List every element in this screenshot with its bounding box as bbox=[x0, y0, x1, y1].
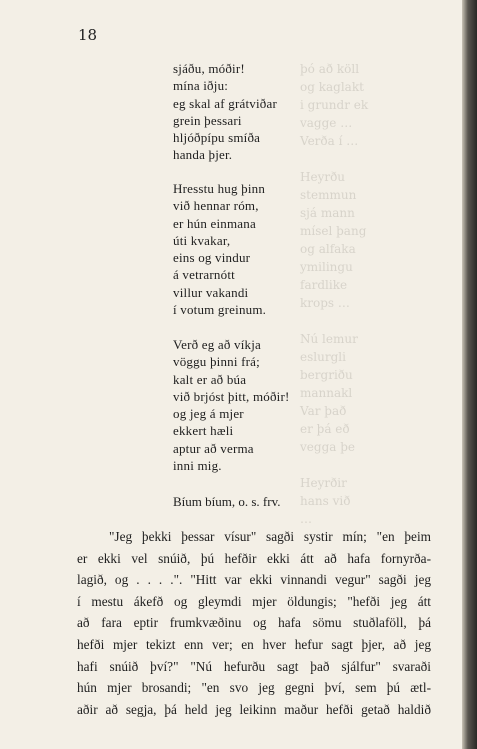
prose-line: í mestu ákefð og gleymdi mjer öldungis; "hefði jeg átt bbox=[77, 593, 431, 609]
verse-line: eins og vindur bbox=[173, 250, 251, 266]
show-through-text: þó að köll og kaglakt i grundr ek vagge … Verða í … Heyrðu stemmun sjá mann mísel þang og alfaka ymilingu fardlike krops … Nú lemur eslurgli bergriðu mannakl Var það er þá eð vegga þe Heyrðir hans við … bbox=[300, 62, 369, 526]
poem-stanza-2 bbox=[173, 180, 266, 318]
prose-line: "Jeg þekki þessar vísur" sagði systir mín; "en þeim bbox=[109, 529, 431, 544]
poem-refrain: Bíum bíum, o. s. frv. bbox=[173, 494, 281, 509]
verse-line: kalt er að búa bbox=[173, 371, 247, 387]
verse-line: grein þessari bbox=[173, 112, 242, 128]
prose-line: aðir að segja, þá held jeg leikinn maður hefði getað haldið bbox=[77, 701, 431, 717]
verse-line: Hresstu hug þinn bbox=[173, 181, 266, 196]
verse-line: villur vakandi bbox=[173, 284, 249, 300]
prose-line: er ekki vel snúið, þú hefðir ekki átt að hafa fornyrða- bbox=[77, 550, 431, 566]
verse-line: handa þjer. bbox=[173, 147, 233, 163]
verse-line: og jeg á mjer bbox=[173, 406, 244, 422]
verse-line: mína iðju: bbox=[173, 78, 229, 94]
verse-line: við brjóst þitt, móðir! bbox=[173, 388, 290, 404]
verse-line: sjáðu, móðir! bbox=[173, 61, 245, 76]
verse-line: hljóðpípu smíða bbox=[173, 130, 261, 146]
prose-line: lagið, og . . . .". "Hitt var ekki vinnandi vegur" sagði jeg bbox=[77, 572, 431, 588]
poem-stanza-3 bbox=[173, 336, 290, 474]
page-number: 18 bbox=[78, 26, 98, 44]
prose-line: hefði mjer tekizt enn ver; en hver hefur sagt þjer, að jeg bbox=[77, 636, 431, 652]
verse-line: er hún einmana bbox=[173, 215, 256, 231]
verse-line: við hennar róm, bbox=[173, 198, 259, 214]
prose-line: hafi snúið því?" "Nú hefurðu sagt það sjálfur" svaraði bbox=[77, 658, 431, 674]
book-binding-edge bbox=[462, 0, 477, 749]
verse-line: eg skal af grátviðar bbox=[173, 95, 277, 111]
verse-line: úti kvakar, bbox=[173, 232, 231, 248]
verse-line: í votum greinum. bbox=[173, 302, 267, 318]
verse-line: inni mig. bbox=[173, 458, 222, 474]
verse-line: vöggu þinni frá; bbox=[173, 354, 260, 370]
poem-stanza-1 bbox=[173, 60, 277, 164]
verse-line: Verð eg að víkja bbox=[173, 337, 262, 352]
prose-paragraph bbox=[77, 526, 431, 720]
verse-line: ekkert hæli bbox=[173, 423, 234, 439]
prose-line: að fara eptir frumkvæðinu og hafa sömu stuðlaföll, þá bbox=[77, 615, 431, 631]
prose-line: hún mjer brosandi; "en svo jeg gegni því, sem þú ætl- bbox=[77, 680, 431, 696]
verse-line: aptur að verma bbox=[173, 440, 254, 456]
verse-line: á vetrarnótt bbox=[173, 267, 235, 283]
